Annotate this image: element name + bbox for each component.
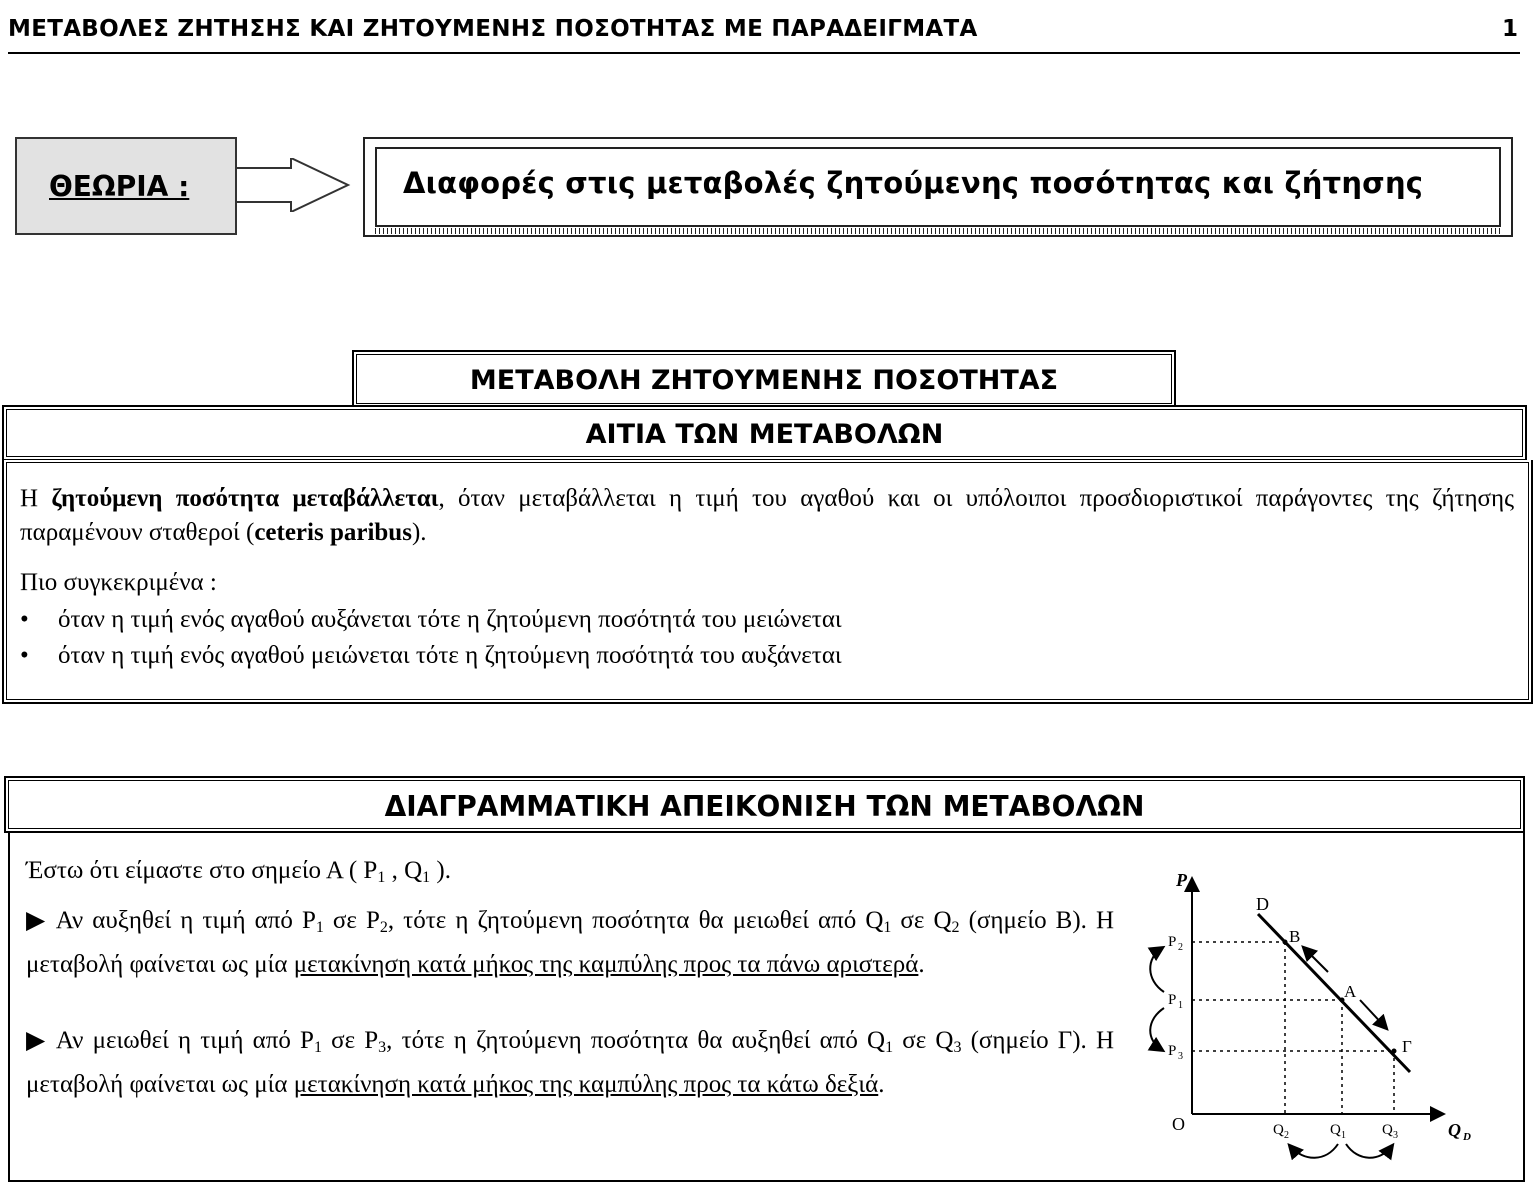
demand-curve-label: D xyxy=(1256,894,1269,914)
bullet-icon: • xyxy=(20,606,29,633)
p2-label-sub: 2 xyxy=(1178,942,1183,953)
subscript: 1 xyxy=(313,1039,322,1056)
causes-body xyxy=(2,460,1533,704)
causes-title: ΑΙΤΙΑ ΤΩΝ ΜΕΤΑΒΟΛΩΝ xyxy=(585,419,944,450)
p3-label-sub: 3 xyxy=(1178,1051,1183,1062)
page-header xyxy=(8,16,1520,54)
demand-curve-diagram xyxy=(1140,862,1490,1167)
q1-label: Q xyxy=(1330,1122,1341,1138)
origin-label: O xyxy=(1172,1114,1185,1134)
text-run: . xyxy=(878,1071,885,1098)
text-run: , τότε η ζητούμενη ποσότητα θα μειωθεί από Q xyxy=(387,907,884,934)
quantity-change-tab xyxy=(352,350,1176,406)
subscript: 1 xyxy=(422,869,431,886)
q3-label-sub: 3 xyxy=(1393,1130,1398,1141)
text-run: , τότε η ζητούμενη ποσότητα θα αυξηθεί από Q xyxy=(386,1027,886,1054)
text-run: , όταν μεταβάλλεται η τιμή του αγαθού και οι υπόλοιποι προσδιοριστικοί παράγοντες της ζήτησης παραμένουν σταθεροί ( xyxy=(20,485,1515,546)
diagram-title: ΔΙΑΓΡΑΜΜΑΤΙΚΗ ΑΠΕΙΚΟΝΙΣΗ ΤΩΝ ΜΕΤΑΒΟΛΩΝ xyxy=(384,790,1145,823)
text-run: Αν μειωθεί η τιμή από P xyxy=(48,1027,314,1054)
underlined-phrase: μετακίνηση κατά μήκος της καμπύλης προς τα πάνω αριστερά xyxy=(293,951,919,978)
text-run: ). xyxy=(411,519,427,546)
x-axis-label: Q xyxy=(1448,1120,1461,1140)
q3-label: Q xyxy=(1382,1122,1393,1138)
diagram-intro xyxy=(26,852,451,896)
q2-label-sub: 2 xyxy=(1284,1130,1289,1141)
price-increase-paragraph xyxy=(26,902,1114,983)
x-axis-label-sub: D xyxy=(1463,1131,1471,1143)
page-title: ΜΕΤΑΒΟΛΕΣ ΖΗΤΗΣΗΣ ΚΑΙ ΖΗΤΟΥΜΕΝΗΣ ΠΟΣΟΤΗΤΑΣ ΜΕ ΠΑΡΑΔΕΙΓΜΑΤΑ xyxy=(8,16,978,42)
text-run: Έστω ότι είμαστε στο σημείο Α ( P xyxy=(26,857,378,884)
guide-lines xyxy=(1192,942,1394,1114)
list-item-text: όταν η τιμή ενός αγαθού μειώνεται τότε η ζητούμενη ποσότητά του αυξάνεται xyxy=(58,642,842,669)
point-g-marker xyxy=(1392,1049,1397,1054)
point-b-label: B xyxy=(1289,927,1301,946)
y-axis-label: P xyxy=(1176,870,1187,890)
text-run: (σημείο Γ). Η μεταβολή φαίνεται ως μία xyxy=(26,1027,1115,1098)
text-run: σε P xyxy=(323,907,380,934)
text-run: Η xyxy=(20,485,52,512)
underlined-phrase: μετακίνηση κατά μήκος της καμπύλης προς τα κάτω δεξιά xyxy=(293,1071,879,1098)
specifics-intro: Πιο συγκεκριμένα : xyxy=(20,569,217,596)
subscript: 1 xyxy=(315,919,324,936)
right-arrow-icon xyxy=(236,158,351,212)
subscript: 1 xyxy=(885,1039,894,1056)
text-run: . xyxy=(918,951,925,978)
demand-curve xyxy=(1258,914,1410,1072)
quantity-left-curved-arrow xyxy=(1290,1144,1338,1158)
point-b-marker xyxy=(1283,940,1288,945)
subscript: 3 xyxy=(378,1039,387,1056)
price-decrease-paragraph xyxy=(26,1022,1114,1103)
quantity-right-curved-arrow xyxy=(1346,1144,1392,1158)
text-run: , Q xyxy=(385,857,423,884)
ceteris-paribus: ceteris paribus xyxy=(254,519,412,546)
subscript: 1 xyxy=(883,919,892,936)
q1-label-sub: 1 xyxy=(1341,1130,1346,1141)
causes-paragraph xyxy=(20,482,1514,550)
subscript: 3 xyxy=(953,1039,962,1056)
topic-title: Διαφορές στις μεταβολές ζητούμενης ποσότητας και ζήτησης xyxy=(403,166,1424,200)
bullet-icon: • xyxy=(20,642,29,669)
price-up-curved-arrow xyxy=(1150,948,1164,992)
causes-header xyxy=(2,405,1527,461)
quantity-change-title: ΜΕΤΑΒΟΛΗ ΖΗΤΟΥΜΕΝΗΣ ΠΟΣΟΤΗΤΑΣ xyxy=(469,365,1059,396)
text-run: Αν αυξηθεί η τιμή από P xyxy=(48,907,316,934)
subscript: 2 xyxy=(379,919,388,936)
point-g-label: Γ xyxy=(1402,1037,1412,1056)
topic-box-stripe xyxy=(375,228,1501,234)
p2-label: P xyxy=(1168,934,1177,950)
theory-label-box xyxy=(15,137,237,235)
subscript: 1 xyxy=(377,869,386,886)
point-a-label: A xyxy=(1344,982,1357,1001)
theory-label: ΘΕΩΡΙΑ : xyxy=(49,170,190,203)
p1-label-sub: 1 xyxy=(1178,1000,1183,1011)
subscript: 2 xyxy=(951,919,960,936)
page-number: 1 xyxy=(1501,16,1518,42)
topic-box xyxy=(363,137,1513,237)
bold-phrase: ζητούμενη ποσότητα μεταβάλλεται xyxy=(51,485,439,512)
list-item-text: όταν η τιμή ενός αγαθού αυξάνεται τότε η ζητούμενη ποσότητά του μειώνεται xyxy=(58,606,842,633)
text-run: σε P xyxy=(321,1027,379,1054)
arrow-bullet-icon: ▶ xyxy=(26,907,49,934)
diagram-header xyxy=(4,776,1525,833)
q2-label: Q xyxy=(1273,1122,1284,1138)
text-run: ). xyxy=(430,857,451,884)
movement-up-arrow xyxy=(1304,948,1328,972)
p3-label: P xyxy=(1168,1043,1177,1059)
arrow-bullet-icon: ▶ xyxy=(26,1027,49,1054)
price-down-curved-arrow xyxy=(1150,1008,1164,1050)
text-run: (σημείο Β). Η μεταβολή φαίνεται ως μία xyxy=(26,907,1115,978)
p1-label: P xyxy=(1168,992,1177,1008)
text-run: σε Q xyxy=(893,1027,954,1054)
text-run: σε Q xyxy=(891,907,952,934)
